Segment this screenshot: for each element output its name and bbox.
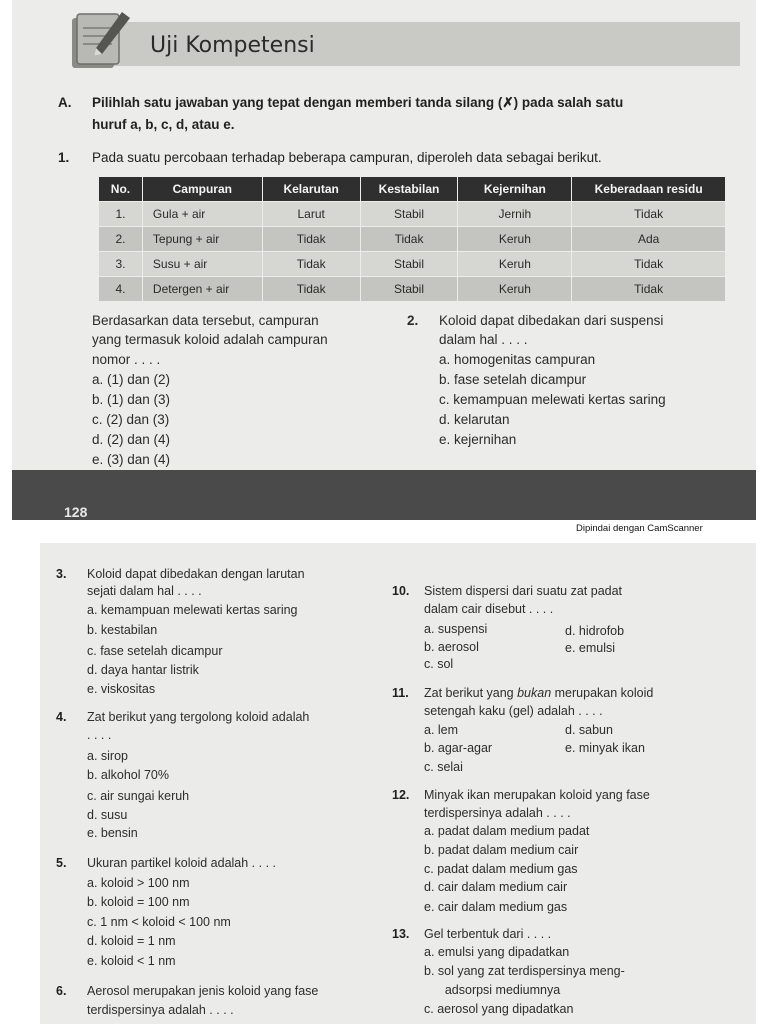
q13-option-a[interactable]: a. emulsi yang dipadatkan: [424, 945, 570, 959]
cell: Tidak: [262, 252, 360, 277]
cell: Tepung + air: [142, 227, 262, 252]
q4-line: Zat berikut yang tergolong koloid adalah: [87, 710, 310, 724]
q2-line: dalam hal . . . .: [439, 332, 528, 347]
q1-question-line: Berdasarkan data tersebut, campuran: [92, 313, 319, 328]
q2-option-a[interactable]: a. homogenitas campuran: [439, 352, 596, 367]
q1-stem: Pada suatu percobaan terhadap beberapa campuran, diperoleh data sebagai berikut.: [92, 150, 602, 165]
q3-number: 3.: [56, 567, 67, 581]
q11-emphasis: bukan: [517, 686, 552, 700]
q1-option-c[interactable]: c. (2) dan (3): [92, 412, 170, 427]
page-number: 128: [64, 504, 88, 520]
header-kejernihan: Kejernihan: [458, 177, 572, 202]
cell: Gula + air: [142, 202, 262, 227]
cell: Keruh: [458, 252, 572, 277]
q4-line: . . . .: [87, 728, 112, 742]
q1-option-a[interactable]: a. (1) dan (2): [92, 372, 171, 387]
section-letter: A.: [58, 95, 72, 110]
q5-option-a[interactable]: a. koloid > 100 nm: [87, 876, 190, 890]
q10-option-d[interactable]: d. hidrofob: [565, 624, 625, 638]
scan-page-bottom: [40, 543, 756, 1024]
cell: Tidak: [572, 277, 726, 302]
cell: Tidak: [262, 277, 360, 302]
q2-option-c[interactable]: c. kemampuan melewati kertas saring: [439, 392, 666, 407]
header-campuran: Campuran: [142, 177, 262, 202]
q1-question-line: nomor . . . .: [92, 352, 161, 367]
instruction-line-2: huruf a, b, c, d, atau e.: [92, 117, 235, 132]
q2-option-e[interactable]: e. kejernihan: [439, 432, 517, 447]
q11-option-e[interactable]: e. minyak ikan: [565, 741, 645, 755]
q2-line: Koloid dapat dibedakan dari suspensi: [439, 313, 664, 328]
q2-number: 2.: [407, 313, 419, 328]
q4-option-c[interactable]: c. air sungai keruh: [87, 789, 190, 803]
cell: Tidak: [572, 202, 726, 227]
q3-option-c[interactable]: c. fase setelah dicampur: [87, 644, 223, 658]
q3-option-e[interactable]: e. viskositas: [87, 682, 156, 696]
header-no: No.: [99, 177, 143, 202]
q3-option-a[interactable]: a. kemampuan melewati kertas saring: [87, 603, 298, 617]
q10-number: 10.: [392, 584, 410, 598]
q12-number: 12.: [392, 788, 410, 802]
q3-option-b[interactable]: b. kestabilan: [87, 623, 158, 637]
q4-number: 4.: [56, 710, 67, 724]
q11-line-2: setengah kaku (gel) adalah . . . .: [424, 704, 603, 718]
q10-option-c[interactable]: c. sol: [424, 657, 454, 671]
q1-option-d[interactable]: d. (2) dan (4): [92, 432, 171, 447]
q5-option-e[interactable]: e. koloid < 1 nm: [87, 954, 176, 968]
q12-option-b[interactable]: b. padat dalam medium cair: [424, 843, 579, 857]
q5-option-b[interactable]: b. koloid = 100 nm: [87, 895, 190, 909]
table-row: [99, 252, 726, 277]
instruction-line-1: Pilihlah satu jawaban yang tepat dengan memberi tanda silang (✗) pada salah satu: [92, 95, 624, 110]
q13-option-c[interactable]: c. aerosol yang dipadatkan: [424, 1002, 574, 1016]
q11-option-a[interactable]: a. lem: [424, 723, 459, 737]
q11-option-d[interactable]: d. sabun: [565, 723, 613, 737]
q1-number: 1.: [58, 150, 70, 165]
cell: Larut: [262, 202, 360, 227]
data-table: [98, 176, 726, 302]
q1-option-e[interactable]: e. (3) dan (4): [92, 452, 171, 467]
q13-option-b[interactable]: b. sol yang zat terdispersinya meng-: [424, 964, 625, 978]
table-row: [99, 202, 726, 227]
q13-number: 13.: [392, 927, 410, 941]
q12-option-c[interactable]: c. padat dalam medium gas: [424, 862, 578, 876]
cell: Susu + air: [142, 252, 262, 277]
cell: 1.: [99, 202, 143, 227]
q10-option-e[interactable]: e. emulsi: [565, 641, 616, 655]
cell: 4.: [99, 277, 143, 302]
cell: Tidak: [360, 227, 458, 252]
q10-line: Sistem dispersi dari suatu zat padat: [424, 584, 623, 598]
cell: Jernih: [458, 202, 572, 227]
q2-option-b[interactable]: b. fase setelah dicampur: [439, 372, 587, 387]
q1-option-b[interactable]: b. (1) dan (3): [92, 392, 171, 407]
q6-number: 6.: [56, 984, 67, 998]
q6-line: terdispersinya adalah . . . .: [87, 1003, 234, 1017]
q12-option-d[interactable]: d. cair dalam medium cair: [424, 880, 568, 894]
q11-text: merupakan koloid: [551, 686, 654, 700]
cell: Stabil: [360, 252, 458, 277]
q3-option-d[interactable]: d. daya hantar listrik: [87, 663, 199, 677]
q11-line-1: [424, 686, 653, 700]
cell: Keruh: [458, 227, 572, 252]
q11-option-c[interactable]: c. selai: [424, 760, 463, 774]
header-kestabilan: Kestabilan: [360, 177, 458, 202]
q11-number: 11.: [392, 686, 409, 700]
q4-option-d[interactable]: d. susu: [87, 808, 128, 822]
q12-option-a[interactable]: a. padat dalam medium padat: [424, 824, 590, 838]
cell: 2.: [99, 227, 143, 252]
q10-line: dalam cair disebut . . . .: [424, 602, 554, 616]
q11-text: Zat berikut yang: [424, 686, 518, 700]
q4-option-a[interactable]: a. sirop: [87, 749, 128, 763]
q3-line: Koloid dapat dibedakan dengan larutan: [87, 567, 305, 581]
q10-option-a[interactable]: a. suspensi: [424, 622, 488, 636]
q13-option-b-continued: adsorpsi mediumnya: [424, 983, 561, 997]
q5-number: 5.: [56, 856, 67, 870]
q5-option-c[interactable]: c. 1 nm < koloid < 100 nm: [87, 915, 231, 929]
q2-option-d[interactable]: d. kelarutan: [439, 412, 510, 427]
q4-option-b[interactable]: b. alkohol 70%: [87, 768, 170, 782]
cell: Tidak: [262, 227, 360, 252]
cell: Detergen + air: [142, 277, 262, 302]
scan-page-top: [12, 0, 756, 520]
q4-option-e[interactable]: e. bensin: [87, 826, 138, 840]
q5-option-d[interactable]: d. koloid = 1 nm: [87, 934, 176, 948]
header-kelarutan: Kelarutan: [262, 177, 360, 202]
q12-line: terdispersinya adalah . . . .: [424, 806, 571, 820]
cell: Ada: [572, 227, 726, 252]
page-bottom-shadow: [12, 470, 756, 520]
q12-line: Minyak ikan merupakan koloid yang fase: [424, 788, 650, 802]
cell: Stabil: [360, 202, 458, 227]
scanner-watermark: Dipindai dengan CamScanner: [576, 523, 703, 534]
cell: Tidak: [572, 252, 726, 277]
q11-option-b[interactable]: b. agar-agar: [424, 741, 493, 755]
q5-line: Ukuran partikel koloid adalah . . . .: [87, 856, 276, 870]
q13-line: Gel terbentuk dari . . . .: [424, 927, 552, 941]
cell: 3.: [99, 252, 143, 277]
page-title: Uji Kompetensi: [150, 33, 315, 58]
q3-line: sejati dalam hal . . . .: [87, 584, 202, 598]
header-residu: Keberadaan residu: [572, 177, 726, 202]
table-row: [99, 227, 726, 252]
q6-line: Aerosol merupakan jenis koloid yang fase: [87, 984, 319, 998]
q1-question-line: yang termasuk koloid adalah campuran: [92, 332, 328, 347]
q12-option-e[interactable]: e. cair dalam medium gas: [424, 900, 568, 914]
table-row: [99, 277, 726, 302]
cell: Stabil: [360, 277, 458, 302]
notebook-pencil-icon: [68, 8, 138, 72]
q10-option-b[interactable]: b. aerosol: [424, 640, 479, 654]
cell: Keruh: [458, 277, 572, 302]
